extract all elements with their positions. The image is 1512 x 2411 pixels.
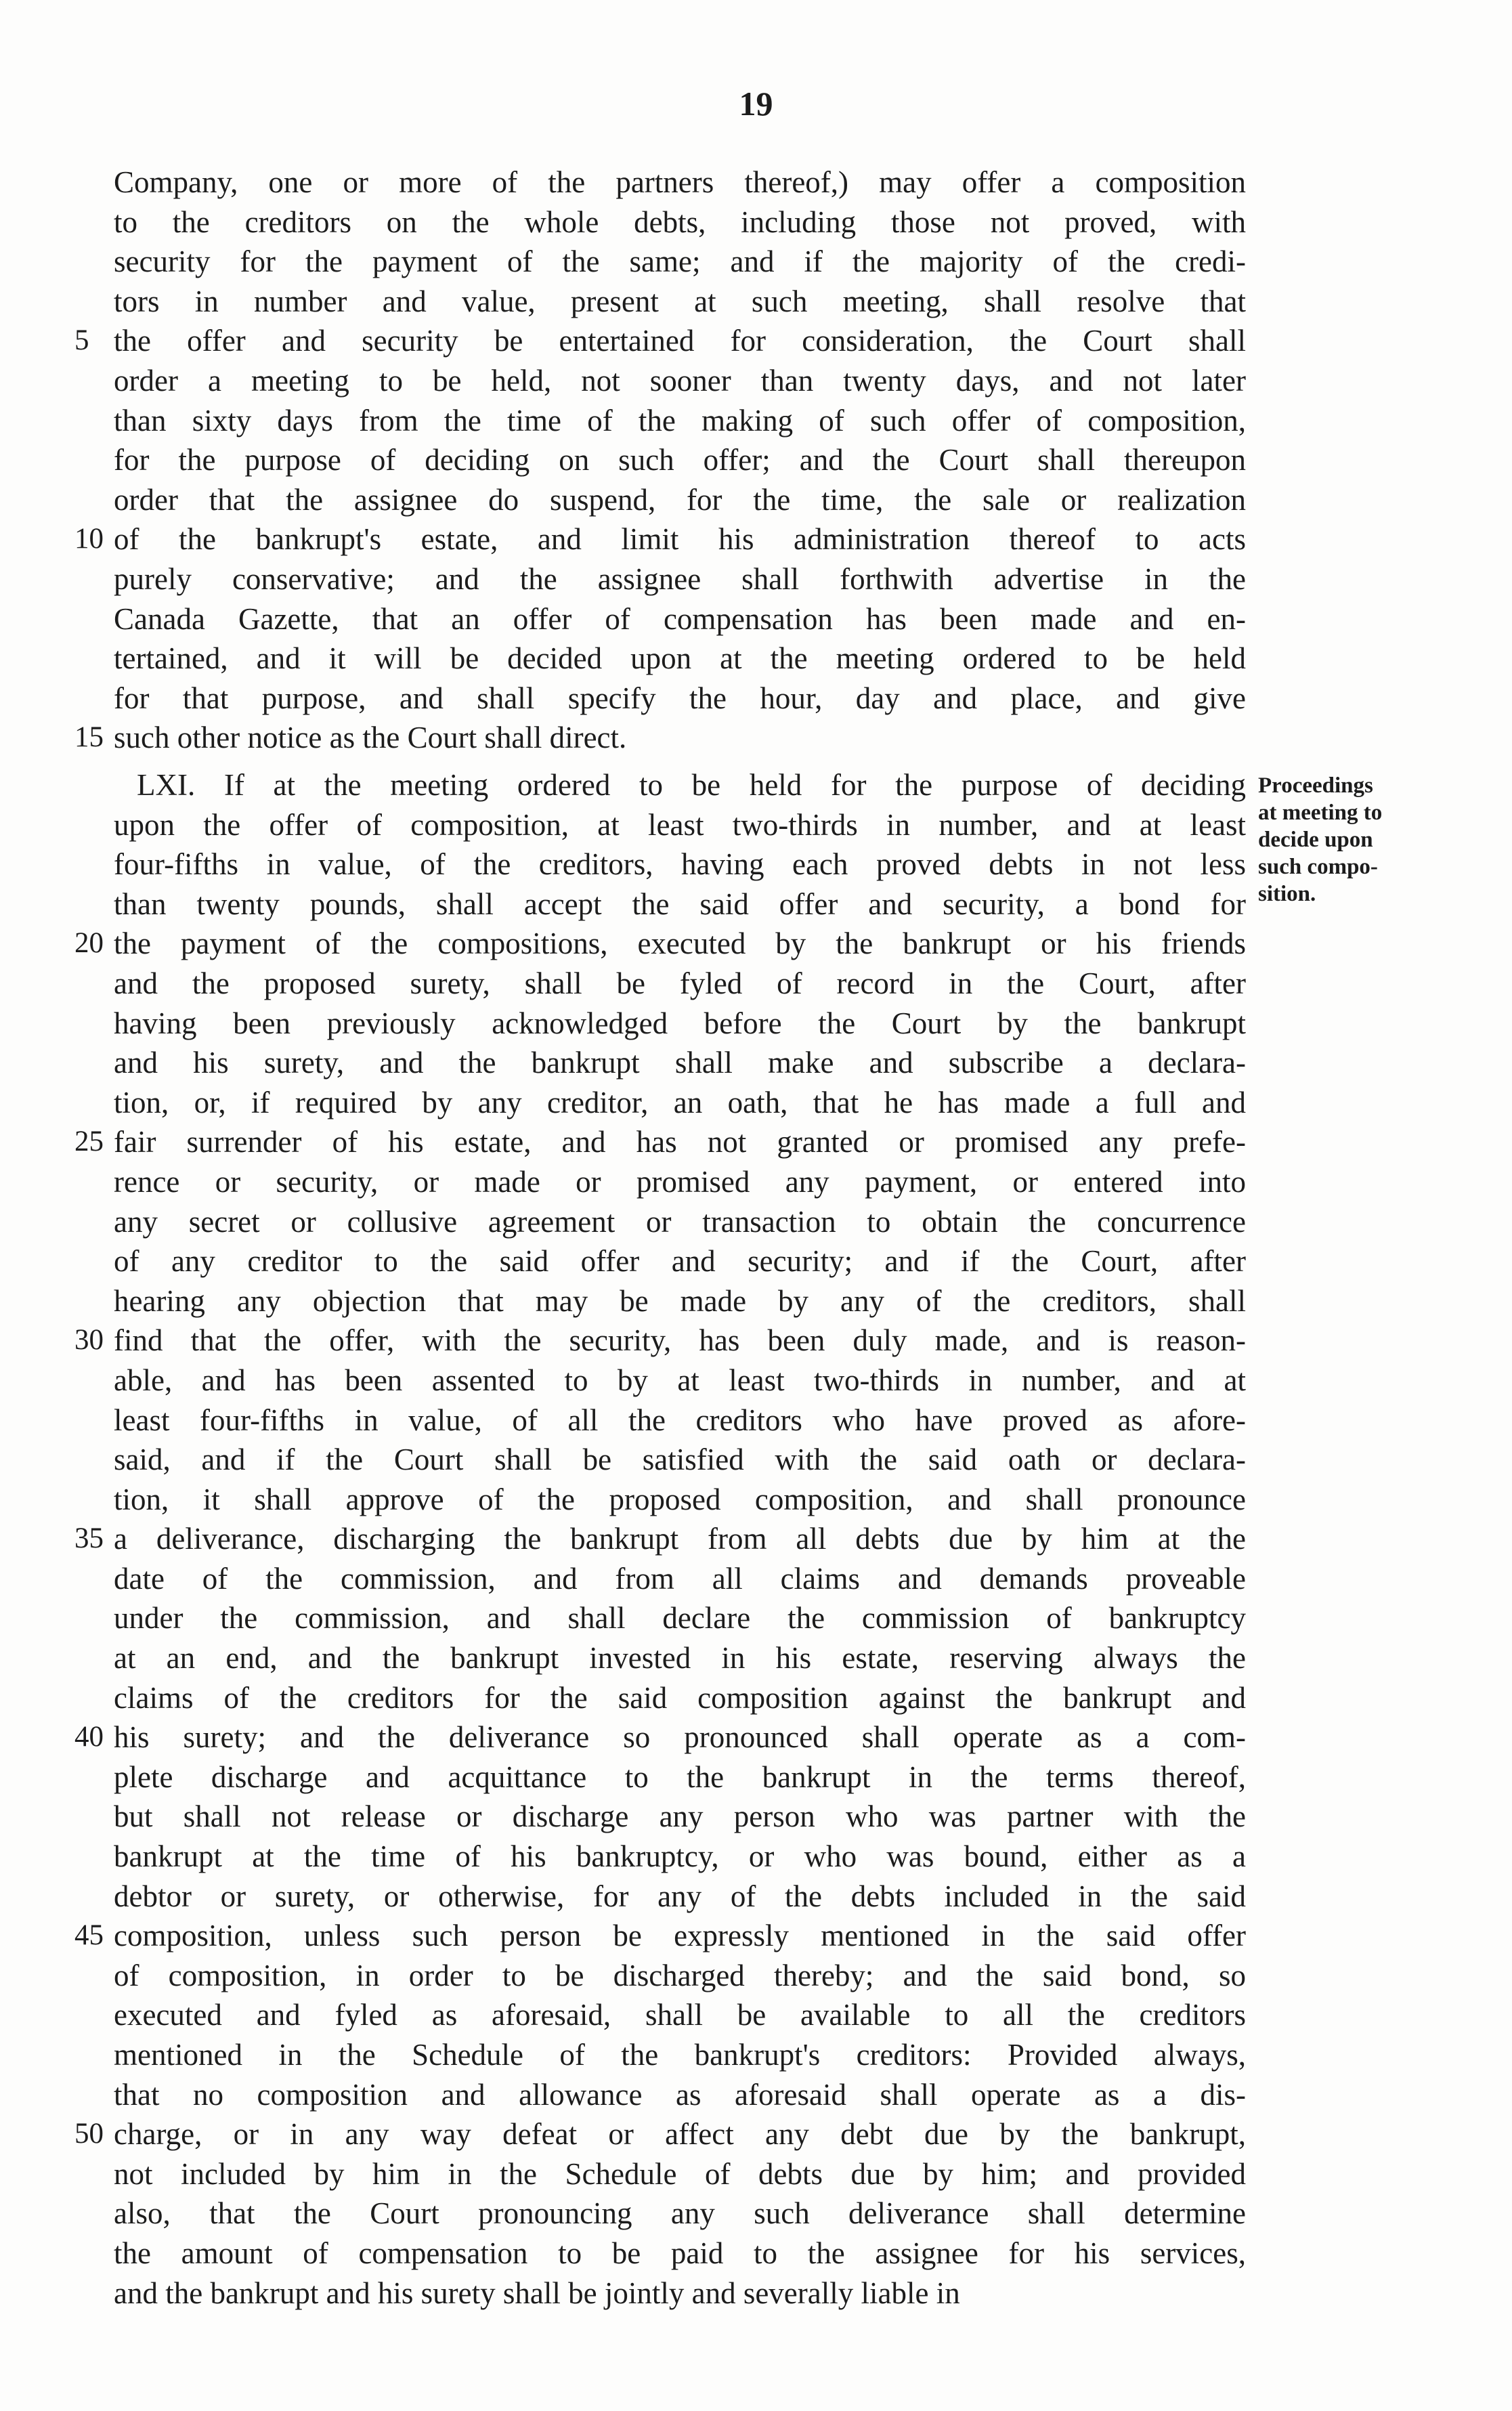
text-line	[114, 599, 1246, 639]
line-text: bankrupt at the time of his bankruptcy, or who was bound, either as a	[114, 1839, 1246, 1874]
line-text: tors in number and value, present at such meeting, shall resolve that	[114, 284, 1246, 318]
text-line	[74, 1916, 1246, 1956]
text-line	[74, 1717, 1246, 1757]
text-line	[114, 1202, 1246, 1242]
marginal-note	[1258, 772, 1427, 908]
line-number: 35	[74, 1522, 104, 1555]
text-line	[74, 321, 1246, 361]
line-text: debtor or surety, or otherwise, for any of the debts included in the said	[114, 1879, 1246, 1913]
text-line	[114, 1638, 1246, 1678]
line-text: order that the assignee do suspend, for the time, the sale or realization	[114, 482, 1246, 517]
line-text: find that the offer, with the security, has been duly made, and is reason-	[114, 1323, 1246, 1358]
text-line	[114, 1995, 1246, 2035]
line-text: having been previously acknowledged before the Court by the bankrupt	[114, 1006, 1246, 1040]
text-line	[114, 1440, 1246, 1480]
line-number: 40	[74, 1721, 104, 1753]
line-text: to the creditors on the whole debts, including those not proved, with	[114, 205, 1246, 239]
line-text: and his surety, and the bankrupt shall make and subscribe a declara-	[114, 1046, 1246, 1080]
text-line	[114, 1757, 1246, 1797]
line-text: any secret or collusive agreement or transaction to obtain the concurrence	[114, 1204, 1246, 1239]
text-line	[114, 679, 1246, 719]
text-line	[114, 1004, 1246, 1044]
text-line	[74, 2114, 1246, 2154]
line-text: upon the offer of composition, at least two-thirds in number, and at least	[114, 807, 1246, 842]
line-text: for the purpose of deciding on such offer; and the Court shall thereupon	[114, 443, 1246, 477]
line-text: fair surrender of his estate, and has not granted or promised any prefe-	[114, 1125, 1246, 1159]
page-number: 19	[739, 85, 773, 123]
text-line	[114, 765, 1246, 805]
line-text: date of the commission, and from all claims and demands proveable	[114, 1561, 1246, 1596]
text-line	[114, 2274, 1246, 2313]
text-line	[114, 884, 1246, 924]
text-line	[74, 924, 1246, 964]
line-text: charge, or in any way defeat or affect any debt due by the bankrupt,	[114, 2117, 1246, 2152]
line-text: his surety; and the deliverance so pronounced shall operate as a com-	[114, 1720, 1246, 1755]
paragraph-continuation	[74, 163, 1246, 758]
line-text: the amount of compensation to be paid to the assignee for his services,	[114, 2236, 1246, 2270]
line-text: also, that the Court pronouncing any such deliverance shall determine	[114, 2196, 1246, 2231]
text-line	[74, 519, 1246, 559]
line-number: 15	[74, 721, 104, 754]
line-number: 10	[74, 523, 104, 555]
text-line	[114, 1797, 1246, 1837]
marginal-note-line: sition.	[1258, 882, 1316, 906]
line-text: than sixty days from the time of the making of such offer of composition,	[114, 403, 1246, 438]
text-line	[114, 2194, 1246, 2234]
text-line	[114, 361, 1246, 401]
line-number: 25	[74, 1126, 104, 1158]
text-line	[114, 1837, 1246, 1877]
text-line	[114, 480, 1246, 520]
text-line	[114, 202, 1246, 242]
line-text: under the commission, and shall declare the commission of bankruptcy	[114, 1601, 1246, 1636]
text-line	[114, 401, 1246, 441]
line-text: mentioned in the Schedule of the bankrupt's creditors: Provided always,	[114, 2038, 1246, 2072]
text-line	[114, 1083, 1246, 1123]
text-line	[114, 2234, 1246, 2274]
line-text: said, and if the Court shall be satisfied with the said oath or declara-	[114, 1443, 1246, 1477]
text-line	[114, 242, 1246, 282]
text-line	[74, 1321, 1246, 1361]
line-number: 5	[74, 324, 89, 357]
text-line	[114, 1480, 1246, 1520]
text-line	[114, 1678, 1246, 1718]
text-line	[114, 1598, 1246, 1638]
line-text: that no composition and allowance as aforesaid shall operate as a dis-	[114, 2077, 1246, 2112]
line-text: hearing any objection that may be made by any of the creditors, shall	[114, 1283, 1246, 1318]
line-text: order a meeting to be held, not sooner than twenty days, and not later	[114, 363, 1246, 398]
text-line	[114, 1877, 1246, 1917]
text-line	[114, 964, 1246, 1004]
line-text: the payment of the compositions, executed by the bankrupt or his friends	[114, 926, 1246, 961]
line-text: than twenty pounds, shall accept the said offer and security, a bond for	[114, 887, 1246, 921]
text-line	[114, 282, 1246, 322]
line-text: executed and fyled as aforesaid, shall be available to all the creditors	[114, 1998, 1246, 2032]
text-line	[114, 639, 1246, 679]
line-number: 20	[74, 927, 104, 960]
line-text: of composition, in order to be discharged thereby; and the said bond, so	[114, 1958, 1246, 1992]
line-text: but shall not release or discharge any person who was partner with the	[114, 1799, 1246, 1834]
text-line	[114, 559, 1246, 599]
text-line	[114, 1956, 1246, 1996]
line-text: LXI. If at the meeting ordered to be held for the purpose of deciding	[137, 768, 1246, 802]
text-line	[114, 163, 1246, 202]
line-text: claims of the creditors for the said composition against the bankrupt and	[114, 1680, 1246, 1715]
line-text: composition, unless such person be expressly mentioned in the said offer	[114, 1919, 1246, 1953]
line-text: for that purpose, and shall specify the hour, day and place, and give	[114, 681, 1246, 715]
line-text: and the proposed surety, shall be fyled of record in the Court, after	[114, 966, 1246, 1000]
line-text: four-fifths in value, of the creditors, having each proved debts in not less	[114, 847, 1246, 882]
line-text: of any creditor to the said offer and security; and if the Court, after	[114, 1244, 1246, 1279]
text-line	[114, 1281, 1246, 1321]
text-line	[114, 805, 1246, 845]
text-line	[114, 1559, 1246, 1599]
line-text: not included by him in the Schedule of debts due by him; and provided	[114, 2156, 1246, 2191]
line-text: and the bankrupt and his surety shall be jointly and severally liable in	[114, 2276, 960, 2310]
line-text: plete discharge and acquittance to the bankrupt in the terms thereof,	[114, 1759, 1246, 1794]
line-text: a deliverance, discharging the bankrupt from all debts due by him at the	[114, 1522, 1246, 1556]
line-text: the offer and security be entertained for consideration, the Court shall	[114, 324, 1246, 358]
line-text: security for the payment of the same; and if the majority of the credi-	[114, 244, 1246, 279]
text-line	[114, 845, 1246, 884]
text-line	[74, 1122, 1246, 1162]
text-line	[114, 2035, 1246, 2075]
line-text: of the bankrupt's estate, and limit his administration thereof to acts	[114, 522, 1246, 557]
line-text: at an end, and the bankrupt invested in his estate, reserving always the	[114, 1641, 1246, 1676]
marginal-note-line: decide upon	[1258, 828, 1373, 852]
line-text: purely conservative; and the assignee shall forthwith advertise in the	[114, 561, 1246, 596]
line-text: able, and has been assented to by at least two-thirds in number, and at	[114, 1363, 1246, 1397]
line-text: Canada Gazette, that an offer of compensation has been made and en-	[114, 601, 1246, 636]
text-line	[114, 1162, 1246, 1202]
section-lxi	[74, 765, 1246, 2313]
line-number: 30	[74, 1324, 104, 1357]
text-line	[114, 1241, 1246, 1281]
text-line	[114, 1361, 1246, 1401]
marginal-note-line: such compo-	[1258, 855, 1378, 879]
text-line	[114, 1401, 1246, 1441]
text-line	[114, 2075, 1246, 2115]
line-text: least four-fifths in value, of all the creditors who have proved as afore-	[114, 1403, 1246, 1437]
text-line	[114, 1043, 1246, 1083]
text-line	[74, 718, 1246, 758]
text-line	[74, 1519, 1246, 1559]
text-line	[114, 2154, 1246, 2194]
text-line	[114, 440, 1246, 480]
marginal-note-line: Proceedings	[1258, 773, 1373, 798]
line-number: 50	[74, 2118, 104, 2150]
line-text: rence or security, or made or promised any payment, or entered into	[114, 1164, 1246, 1199]
line-text: tion, or, if required by any creditor, an oath, that he has made a full and	[114, 1085, 1246, 1119]
line-text: tion, it shall approve of the proposed composition, and shall pronounce	[114, 1482, 1246, 1516]
line-text: such other notice as the Court shall direct.	[114, 721, 627, 755]
line-text: tertained, and it will be decided upon at the meeting ordered to be held	[114, 641, 1246, 676]
line-number: 45	[74, 1919, 104, 1952]
marginal-note-line: at meeting to	[1258, 801, 1383, 825]
line-text: Company, one or more of the partners thereof,) may offer a composition	[114, 165, 1246, 199]
